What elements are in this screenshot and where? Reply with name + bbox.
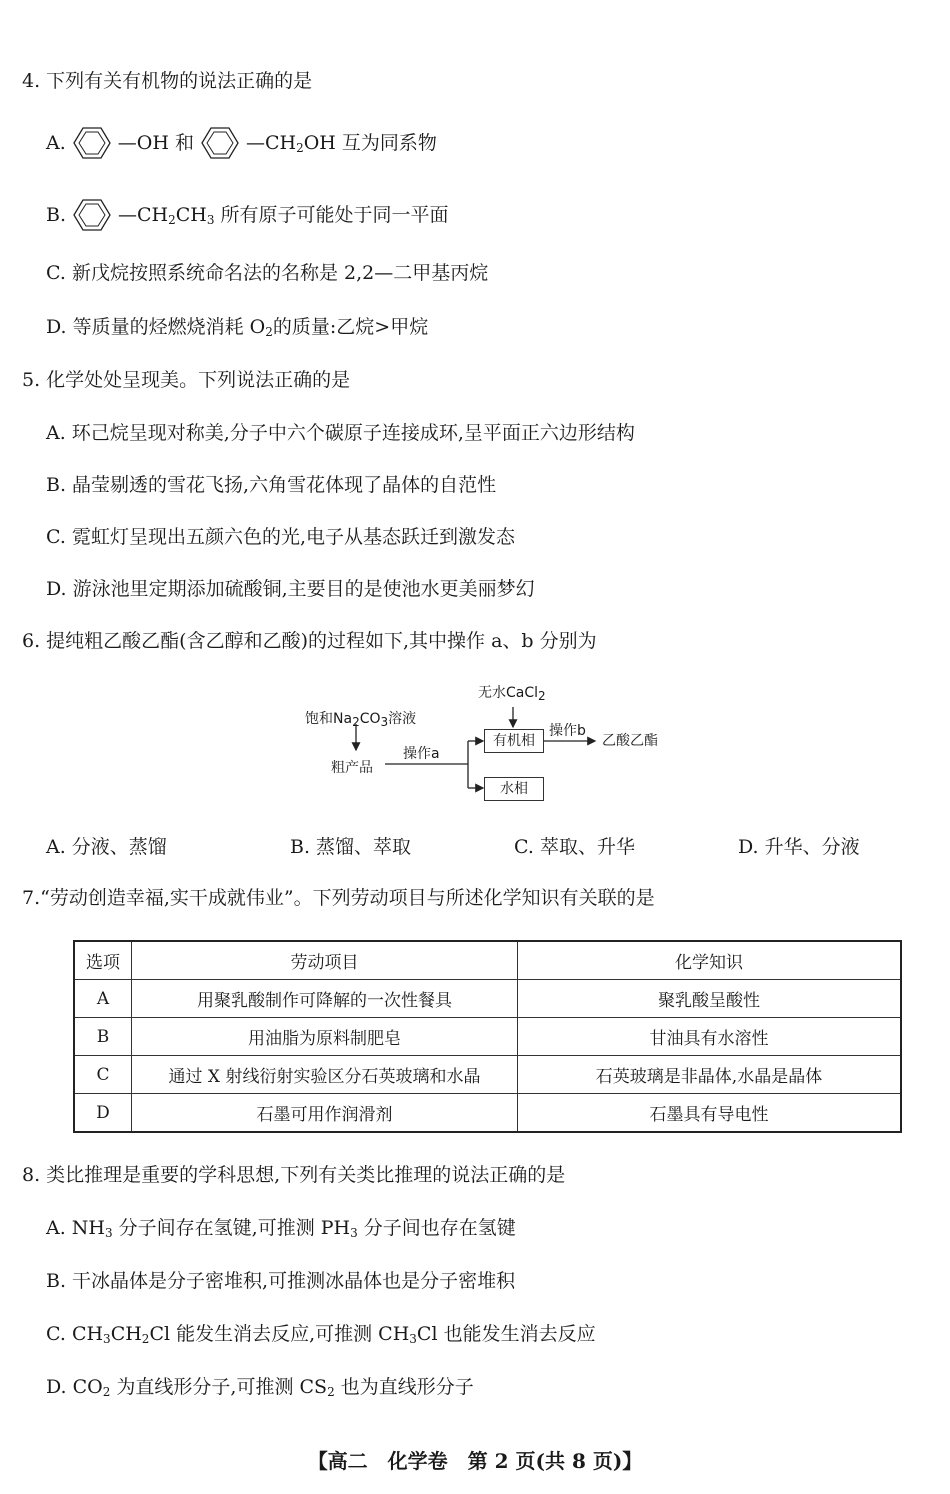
header-chemistry-knowledge: 化学知识 xyxy=(518,941,902,980)
table-cell: 聚乳酸呈酸性 xyxy=(518,980,902,1018)
q8-stem: 8. 类比推理是重要的学科思想,下列有关类比推理的说法正确的是 xyxy=(22,1164,566,1186)
table-header-row xyxy=(74,941,901,980)
table-row xyxy=(74,980,901,1018)
benzene-ring-icon xyxy=(66,126,118,160)
q6-choice-b: B. 蒸馏、萃取 xyxy=(290,836,412,858)
q5-option-d: D. 游泳池里定期添加硫酸铜,主要目的是使池水更美丽梦幻 xyxy=(46,578,535,600)
q4-option-b-label: B. xyxy=(46,204,67,226)
q8-option-c: C. $CH_3CH_2Cl$ 能发生消去反应,可推测 $CH_3Cl$ 也能发生消去反应 xyxy=(46,1323,596,1346)
q5-option-c: C. 霓虹灯呈现出五颜六色的光,电子从基态跃迁到激发态 xyxy=(46,526,515,548)
table-cell: A xyxy=(74,980,132,1018)
benzene-ring-icon xyxy=(66,198,118,232)
q4-option-b xyxy=(46,198,449,232)
table-cell: 甘油具有水溶性 xyxy=(518,1018,902,1056)
table-cell: 用油脂为原料制肥皂 xyxy=(132,1018,518,1056)
operation-b-label: 操作b xyxy=(549,723,586,739)
q4-option-d: D. 等质量的烃燃烧消耗 $O_2$的质量:乙烷>甲烷 xyxy=(46,316,429,339)
q4-option-a-benzyl-alcohol: $—CH_2OH$ 互为同系物 xyxy=(245,132,437,155)
operation-a-label: 操作a xyxy=(403,746,440,762)
aqueous-phase-box: 水相 xyxy=(484,777,544,801)
organic-phase-box: 有机相 xyxy=(484,729,544,753)
q4-option-c: C. 新戊烷按照系统命名法的名称是 2,2—二甲基丙烷 xyxy=(46,262,489,284)
table-cell: 石墨可用作润滑剂 xyxy=(132,1094,518,1133)
q5-option-b: B. 晶莹剔透的雪花飞扬,六角雪花体现了晶体的自范性 xyxy=(46,474,497,496)
q8-option-d: D. $CO_2$ 为直线形分子,可推测 $CS_2$ 也为直线形分子 xyxy=(46,1376,474,1399)
table-cell: B xyxy=(74,1018,132,1056)
benzene-ring-icon xyxy=(194,126,246,160)
q6-choice-a: A. 分液、蒸馏 xyxy=(46,836,167,858)
table-row xyxy=(74,1094,901,1133)
table-cell: 石墨具有导电性 xyxy=(518,1094,902,1133)
purification-flow-diagram xyxy=(303,682,669,804)
table-cell: 用聚乳酸制作可降解的一次性餐具 xyxy=(132,980,518,1018)
q4-stem: 4. 下列有关有机物的说法正确的是 xyxy=(22,70,313,92)
reagent-cacl2: 无水CaCl$_2$ xyxy=(478,685,546,703)
q4-option-a xyxy=(46,126,437,160)
q5-stem: 5. 化学处处呈现美。下列说法正确的是 xyxy=(22,369,351,391)
q6-stem: 6. 提纯粗乙酸乙酯(含乙醇和乙酸)的过程如下,其中操作 a、b 分别为 xyxy=(22,630,597,652)
q7-stem: 7.“劳动创造幸福,实干成就伟业”。下列劳动项目与所述化学知识有关联的是 xyxy=(22,887,655,909)
q4-option-a-label: A. xyxy=(46,132,66,154)
header-labor-project: 劳动项目 xyxy=(132,941,518,980)
page-footer: 【高二 化学卷 第 2 页(共 8 页)】 xyxy=(307,1449,643,1473)
q6-choice-c: C. 萃取、升华 xyxy=(514,836,635,858)
table-row xyxy=(74,1018,901,1056)
header-option: 选项 xyxy=(74,941,132,980)
table-cell: 石英玻璃是非晶体,水晶是晶体 xyxy=(518,1056,902,1094)
table-cell: C xyxy=(74,1056,132,1094)
q5-option-a: A. 环己烷呈现对称美,分子中六个碳原子连接成环,呈平面正六边形结构 xyxy=(46,422,635,444)
q7-table xyxy=(73,940,902,1133)
q6-choice-d: D. 升华、分液 xyxy=(738,836,860,858)
q4-option-a-phenol: —OH 和 xyxy=(117,132,194,154)
crude-product: 粗产品 xyxy=(331,760,373,776)
table-cell: 通过 X 射线衍射实验区分石英玻璃和水晶 xyxy=(132,1056,518,1094)
reagent-na2co3: 饱和$Na_2CO_3$溶液 xyxy=(305,711,417,729)
product-ethyl-acetate: 乙酸乙酯 xyxy=(602,733,658,749)
table-cell: D xyxy=(74,1094,132,1133)
q4-option-b-text: $—CH_2CH_3$ 所有原子可能处于同一平面 xyxy=(118,204,449,227)
q8-option-b: B. 干冰晶体是分子密堆积,可推测冰晶体也是分子密堆积 xyxy=(46,1270,516,1292)
q8-option-a: A. $NH_3$ 分子间存在氢键,可推测 $PH_3$ 分子间也存在氢键 xyxy=(46,1217,516,1240)
table-row xyxy=(74,1056,901,1094)
